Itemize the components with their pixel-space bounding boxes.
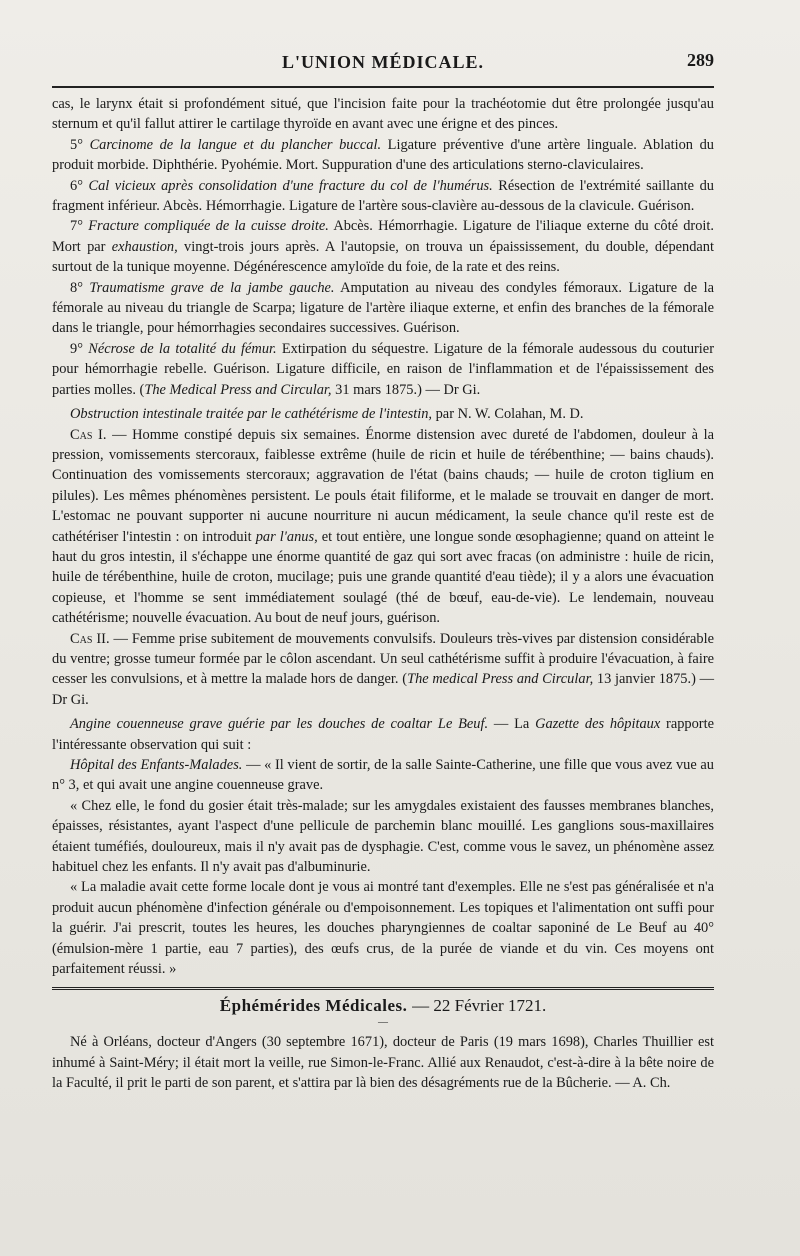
case-label: Cas I. xyxy=(70,426,107,443)
paragraph-continuation: cas, le larynx était si profondément situé, que l'incision faite pour la trachéotomie dut être prolongée jusqu'au sternum et qu'il fallut attirer le cartilage thyroïde en avant avec une érigne et des pinces. xyxy=(52,96,714,133)
case-number: 7° xyxy=(70,218,83,235)
case-text: et tout entière, une longue sonde œsophagienne; quand on atteint le haut du gros intestin, il s'échappe une énorme quantité de gaz qui sort avec fracas (on administre : huile de ricin, huile de térébenthine, huile de croton, mucilage; puis une grande quantité d'eau tiède); il y a alors une évacuation copieuse, et l'homme se sent immédiatement soulagé (thé de bœuf, eau-de-vie). Le lendemain, nouveau cathétérisme; nouvelle évacuation. Au bout de neuf jours, guérison. xyxy=(52,528,714,627)
case-title: Fracture compliquée de la cuisse droite. xyxy=(88,218,329,235)
divider-dash: — xyxy=(378,1017,388,1029)
case-text: vingt-trois jours après. A l'autopsie, on trouva un épaississement, du double, dépendant surtout de la tunique moyenne. Dégénérescence amyloïde du foie, de la rate et des reins. xyxy=(52,238,714,276)
case-title: Traumatisme grave de la jambe gauche. xyxy=(89,279,335,296)
case-number: 8° xyxy=(70,279,83,296)
article-body xyxy=(52,94,714,979)
case-title: Nécrose de la totalité du fémur. xyxy=(88,340,277,357)
cas-2 xyxy=(52,629,714,711)
case-text: Ligature préventive d'une artère linguale. Ablation du produit morbide. Diphthérie. Pyohémie. Mort. Suppuration d'une des articulations sterno-claviculaires. xyxy=(52,136,714,174)
case-6 xyxy=(52,176,714,217)
angine-heading xyxy=(52,714,714,755)
case-8 xyxy=(52,278,714,339)
source-citation: The medical Press and Circular, xyxy=(407,671,594,688)
article-title: Obstruction intestinale traitée par le cathétérisme de l'intestin, xyxy=(70,406,432,423)
case-text: — Homme constipé depuis six semaines. Énorme distension avec dureté de l'abdomen, douleur à la pression, vomissements stercoraux, faiblesse extrême (huile de ricin et huile de térébenthine; — bains chauds). Continuation des vomissements stercoraux; aggravation de l'état (bains chauds; — huile de croton tiglium en pilules). Les mêmes phénomènes persistent. Le pouls était filiforme, et le malade se trouvait en danger de mort. L'estomac ne pouvant supporter ni aucune nourriture ni aucun médicament, la seule chance qu'il reste est de cathétériser l'intestin : on introduit xyxy=(52,426,714,545)
hopital-paragraph xyxy=(52,755,714,796)
case-title: Carcinome de la langue et du plancher buccal. xyxy=(89,136,382,153)
case-label: Cas II. xyxy=(70,630,110,647)
case-9 xyxy=(52,339,714,400)
case-text: Abcès. Hémorrhagie. Ligature de l'iliaque externe du côté droit. Mort par xyxy=(52,218,714,255)
case-text: 31 mars 1875.) — Dr Gi. xyxy=(335,381,481,398)
case-text: — Femme prise subitement de mouvements convulsifs. Douleurs très-vives par distension considérable du ventre; grosse tumeur formée par le côlon ascendant. Un seul cathétérisme suffit à produire l'évacuation, à faire cesser les convulsions, et à mettre la malade hors de danger. ( xyxy=(52,630,714,688)
ephemerides-body xyxy=(52,1032,714,1093)
article-title: Angine couenneuse grave guérie par les douches de coaltar Le Beuf. xyxy=(70,716,489,733)
case-5 xyxy=(52,135,714,176)
ephemerides-heading xyxy=(52,996,714,1016)
case-title: Cal vicieux après consolidation d'une fracture du col de l'humérus. xyxy=(88,177,493,194)
article-author: par N. W. Colahan, M. D. xyxy=(435,406,584,423)
case-number: 6° xyxy=(70,177,83,194)
chez-elle-paragraph: « Chez elle, le fond du gosier était très-malade; sur les amygdales existaient des fausses membranes blanches, épaisses, résistantes, ayant l'aspect d'une pellicule de parchemin blanc mouillé. Les ganglions sous-maxillaires étaient tuméfiés, douloureux, mais il n'y avait pas de dysphagie. C'est, comme vous le savez, un phénomène assez habituel chez les enfants. Il n'y avait pas d'albuminurie. xyxy=(52,797,714,876)
italic-term: exhaustion, xyxy=(111,238,178,255)
journal-name: Gazette des hôpitaux xyxy=(535,716,661,733)
case-text: Extirpation du séquestre. Ligature de la fémorale audessous du couturier pour hémorrhagie rebelle. Guérison. Ligature difficile, en raison de l'inflammation et de l'épaississement des parties molles. ( xyxy=(52,340,714,398)
running-title: L'UNION MÉDICALE. xyxy=(281,52,485,72)
case-text: Amputation au niveau des condyles fémoraux. Ligature de la fémorale au niveau du triangle de Scarpa; ligature de l'artère iliaque externe, et enfin des branches de la fémorale dans le triangle, pour hémorrhagies secondaires successives. Guérison. xyxy=(52,279,714,337)
ephemerides-date: — 22 Février 1721. xyxy=(412,996,547,1016)
maladie-paragraph: « La maladie avait cette forme locale dont je vous ai montré tant d'exemples. Elle ne s'est pas généralisée et n'a produit aucun phénomène d'infection générale ou d'empoisonnement. Les topiques et l'alimentation ont suffi pour la guérir. J'ai prescrit, toutes les heures, les douches pharyngiennes de coaltar saponiné de Le Beuf au 40° (émulsion-mère 1 partie, eau 7 parties), des œufs crus, de la purée de viande et du vin. Ces moyens ont parfaitement réussi. » xyxy=(52,879,714,978)
source-citation: The Medical Press and Circular, xyxy=(144,381,332,398)
cas-1 xyxy=(52,425,714,629)
article-text: rapporte l'intéressante observation qui suit : xyxy=(52,716,714,753)
paragraph-text: — « Il vient de sortir, de la salle Sainte-Catherine, une fille que vous avez vue au n° 3, et qui avait une angine couenneuse grave. xyxy=(52,757,715,794)
section-rule xyxy=(52,987,714,990)
page-header xyxy=(52,44,714,84)
ephemerides-text: Né à Orléans, docteur d'Angers (30 septembre 1671), docteur de Paris (19 mars 1698), Charles Thuillier est inhumé à Saint-Méry; il était mort la veille, rue Simon-le-Franc. Allié aux Renaudot, c'est-à-dire à la bête noire de la Faculté, il prit le parti de son parent, et s'attira par là bien des désagréments rue de la Bûcherie. — A. Ch. xyxy=(52,1034,714,1092)
ephemerides-title: Éphémérides Médicales. xyxy=(219,996,408,1016)
case-number: 5° xyxy=(70,136,83,153)
page-number: 289 xyxy=(687,50,714,70)
case-text: Résection de l'extrémité saillante du fragment inférieur. Abcès. Hémorrhagie. Ligature de l'artère sous-clavière au-dessous de la clavicule. Guérison. xyxy=(52,177,714,215)
case-7 xyxy=(52,216,714,277)
italic-term: par l'anus, xyxy=(255,528,318,545)
case-number: 9° xyxy=(70,340,83,357)
header-rule xyxy=(52,86,714,88)
case-text: 13 janvier 1875.) — Dr Gi. xyxy=(52,671,715,708)
obstruction-heading xyxy=(52,404,714,424)
hospital-name: Hôpital des Enfants-Malades. xyxy=(70,757,243,773)
article-text: — La xyxy=(493,716,530,733)
